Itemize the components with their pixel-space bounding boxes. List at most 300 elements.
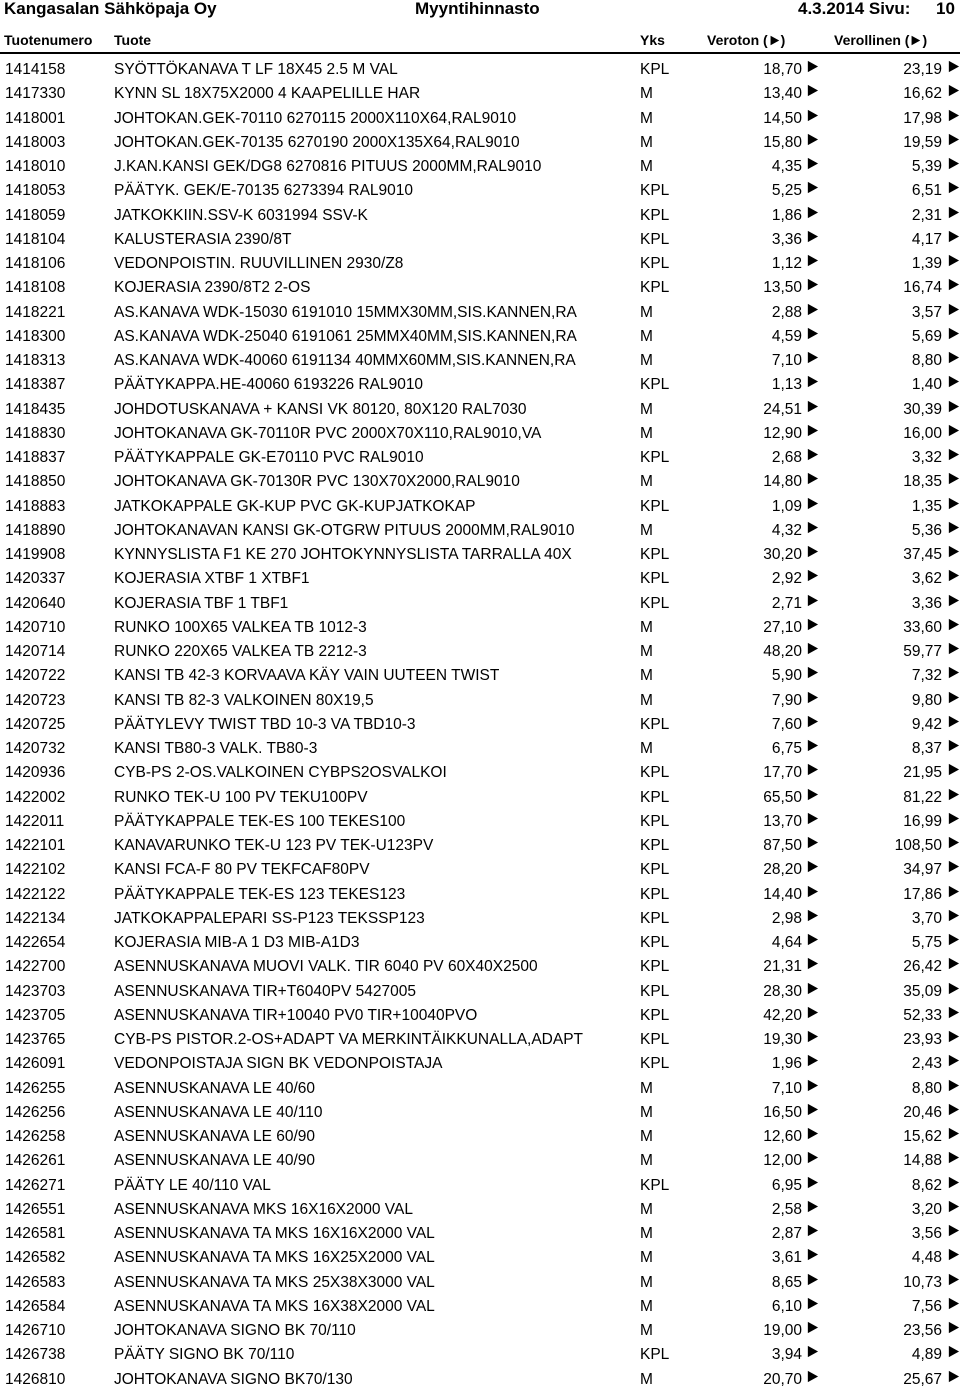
product-description-cell: ASENNUSKANAVA MUOVI VALK. TIR 6040 PV 60X40X2500 bbox=[114, 958, 538, 976]
table-row bbox=[0, 955, 960, 979]
net-price-cell: 12,90 bbox=[763, 424, 802, 442]
euro-icon bbox=[947, 230, 960, 243]
product-number-cell: 1418837 bbox=[5, 449, 66, 466]
gross-price-cell: 18,35 bbox=[903, 473, 942, 491]
table-row bbox=[0, 567, 960, 591]
euro-icon bbox=[806, 181, 819, 194]
product-description-cell: KANAVARUNKO TEK-U 123 PV TEK-U123PV bbox=[114, 837, 434, 854]
net-price-cell: 14,40 bbox=[763, 885, 802, 903]
product-number-cell: 1418435 bbox=[5, 400, 66, 418]
unit-cell: M bbox=[640, 327, 653, 345]
unit-cell: M bbox=[640, 1128, 653, 1145]
euro-icon bbox=[806, 739, 819, 752]
unit-cell: KPL bbox=[640, 764, 670, 782]
product-description-cell: JATKOKAPPALE GK-KUP PVC GK-KUPJATKOKAP bbox=[114, 497, 476, 515]
table-row bbox=[0, 1198, 960, 1222]
gross-price-cell: 1,35 bbox=[911, 497, 942, 515]
product-description-cell: ASENNUSKANAVA LE 40/110 bbox=[114, 1103, 323, 1121]
product-description-cell: CYB-PS PISTOR.2-OS+ADAPT VA MERKINTÄIKKUNALLA,ADAPT bbox=[114, 1031, 584, 1048]
unit-cell: KPL bbox=[640, 909, 670, 927]
product-description-cell: KANSI TB 82-3 VALKOINEN 80X19,5 bbox=[114, 691, 374, 709]
net-price-cell: 20,70 bbox=[763, 1370, 802, 1388]
euro-icon bbox=[806, 1176, 819, 1189]
gross-price-cell: 59,77 bbox=[903, 643, 942, 660]
net-price-cell: 2,58 bbox=[771, 1200, 802, 1218]
unit-cell: KPL bbox=[640, 1006, 670, 1024]
product-description-cell: AS.KANAVA WDK-40060 6191134 40MMX60MM,SIS.KANNEN,RA bbox=[114, 352, 576, 369]
net-price-cell: 3,36 bbox=[771, 230, 802, 248]
euro-icon bbox=[947, 1054, 960, 1067]
euro-icon bbox=[806, 569, 819, 582]
net-price-cell: 6,75 bbox=[771, 740, 802, 757]
euro-icon bbox=[806, 1151, 819, 1164]
euro-icon bbox=[806, 836, 819, 849]
table-row bbox=[0, 179, 960, 203]
gross-price-cell: 30,39 bbox=[903, 400, 942, 418]
euro-icon bbox=[947, 448, 960, 461]
product-number-cell: 1426261 bbox=[5, 1152, 66, 1170]
table-row bbox=[0, 349, 960, 373]
gross-price-cell: 2,43 bbox=[911, 1055, 942, 1073]
euro-icon bbox=[806, 521, 819, 534]
product-number-cell: 1426582 bbox=[5, 1249, 66, 1267]
product-number-cell: 1418883 bbox=[5, 497, 66, 515]
gross-price-cell: 1,39 bbox=[911, 255, 942, 272]
euro-icon bbox=[806, 254, 819, 267]
product-description-cell: PÄÄTY SIGNO BK 70/110 bbox=[114, 1346, 295, 1364]
product-description-cell: JATKOKKIIN.SSV-K 6031994 SSV-K bbox=[114, 206, 368, 224]
net-price-cell: 13,40 bbox=[763, 85, 802, 103]
euro-icon bbox=[806, 472, 819, 485]
euro-icon bbox=[806, 448, 819, 461]
table-row bbox=[0, 131, 960, 155]
euro-icon bbox=[947, 691, 960, 704]
unit-cell: KPL bbox=[640, 255, 670, 272]
table-row bbox=[0, 640, 960, 664]
product-description-cell: VEDONPOISTIN. RUUVILLINEN 2930/Z8 bbox=[114, 255, 404, 272]
table-row bbox=[0, 810, 960, 834]
product-number-cell: 1417330 bbox=[5, 85, 66, 103]
euro-icon bbox=[806, 1079, 819, 1092]
product-description-cell: RUNKO 220X65 VALKEA TB 2212-3 bbox=[114, 643, 367, 660]
unit-cell: KPL bbox=[640, 279, 670, 297]
product-number-cell: 1422654 bbox=[5, 934, 66, 951]
table-row bbox=[0, 1028, 960, 1052]
product-description-cell: JATKOKAPPALEPARI SS-P123 TEKSSP123 bbox=[114, 909, 425, 927]
gross-price-cell: 2,31 bbox=[911, 206, 942, 224]
euro-icon bbox=[947, 763, 960, 776]
product-number-cell: 1420337 bbox=[5, 570, 66, 588]
product-number-cell: 1426255 bbox=[5, 1079, 66, 1097]
product-description-cell: RUNKO TEK-U 100 PV TEKU100PV bbox=[114, 788, 368, 806]
unit-cell: KPL bbox=[640, 182, 670, 200]
product-number-cell: 1422122 bbox=[5, 885, 66, 903]
euro-icon bbox=[806, 1054, 819, 1067]
gross-price-cell: 1,40 bbox=[911, 376, 942, 394]
gross-price-cell: 5,36 bbox=[911, 521, 942, 539]
euro-icon bbox=[806, 666, 819, 679]
gross-price-cell: 19,59 bbox=[903, 133, 942, 151]
product-description-cell: SYÖTTÖKANAVA T LF 18X45 2.5 M VAL bbox=[114, 61, 398, 78]
net-price-cell: 5,25 bbox=[771, 182, 802, 200]
gross-price-cell: 16,99 bbox=[903, 812, 942, 830]
gross-price-cell: 23,93 bbox=[903, 1031, 942, 1048]
unit-cell: KPL bbox=[640, 1055, 670, 1073]
gross-price-cell: 5,75 bbox=[911, 934, 942, 951]
gross-price-cell: 20,46 bbox=[903, 1103, 942, 1121]
product-number-cell: 1422002 bbox=[5, 788, 66, 806]
net-price-cell: 1,96 bbox=[771, 1055, 802, 1073]
net-price-cell: 3,61 bbox=[771, 1249, 802, 1267]
euro-icon bbox=[806, 715, 819, 728]
unit-cell: KPL bbox=[640, 449, 670, 466]
product-description-cell: AS.KANAVA WDK-15030 6191010 15MMX30MM,SIS.KANNEN,RA bbox=[114, 303, 577, 321]
euro-icon bbox=[806, 1345, 819, 1358]
table-row bbox=[0, 155, 960, 179]
net-price-cell: 5,90 bbox=[771, 667, 802, 685]
euro-icon bbox=[947, 1224, 960, 1237]
table-row bbox=[0, 664, 960, 688]
gross-price-cell: 14,88 bbox=[903, 1152, 942, 1170]
net-price-cell: 30,20 bbox=[763, 546, 802, 563]
unit-cell: M bbox=[640, 424, 653, 442]
net-price-cell: 6,95 bbox=[771, 1176, 802, 1194]
euro-icon bbox=[806, 982, 819, 995]
table-row bbox=[0, 980, 960, 1004]
column-header-unit: Yks bbox=[640, 32, 665, 48]
net-price-cell: 2,68 bbox=[771, 449, 802, 466]
product-number-cell: 1426258 bbox=[5, 1128, 66, 1145]
product-description-cell: KANSI FCA-F 80 PV TEKFCAF80PV bbox=[114, 861, 370, 879]
gross-price-cell: 35,09 bbox=[903, 982, 942, 1000]
unit-cell: M bbox=[640, 667, 653, 685]
product-description-cell: ASENNUSKANAVA TIR+T6040PV 5427005 bbox=[114, 982, 416, 1000]
unit-cell: M bbox=[640, 352, 653, 369]
unit-cell: KPL bbox=[640, 546, 670, 563]
product-number-cell: 1418108 bbox=[5, 279, 66, 297]
page-header bbox=[0, 0, 960, 52]
euro-icon bbox=[806, 1200, 819, 1213]
product-description-cell: J.KAN.KANSI GEK/DG8 6270816 PITUUS 2000MM,RAL9010 bbox=[114, 158, 542, 175]
unit-cell: M bbox=[640, 1249, 653, 1267]
product-number-cell: 1426583 bbox=[5, 1273, 66, 1291]
euro-icon bbox=[806, 133, 819, 146]
gross-price-cell: 8,80 bbox=[911, 352, 942, 369]
product-description-cell: JOHTOKANAVA SIGNO BK 70/110 bbox=[114, 1322, 356, 1339]
table-row bbox=[0, 228, 960, 252]
net-price-cell: 13,70 bbox=[763, 812, 802, 830]
euro-icon bbox=[806, 1030, 819, 1043]
unit-cell: M bbox=[640, 740, 653, 757]
product-description-cell: JOHTOKANAVAN KANSI GK-OTGRW PITUUS 2000MM,RAL9010 bbox=[114, 521, 575, 539]
euro-icon bbox=[806, 206, 819, 219]
net-price-cell: 4,32 bbox=[771, 521, 802, 539]
product-description-cell: PÄÄTYLEVY TWIST TBD 10-3 VA TBD10-3 bbox=[114, 715, 416, 733]
gross-price-cell: 23,19 bbox=[903, 61, 942, 78]
euro-icon bbox=[806, 1297, 819, 1310]
table-row bbox=[0, 858, 960, 882]
table-row bbox=[0, 446, 960, 470]
euro-icon bbox=[947, 351, 960, 364]
gross-price-cell: 3,36 bbox=[911, 594, 942, 612]
product-description-cell: PÄÄTYKAPPA.HE-40060 6193226 RAL9010 bbox=[114, 376, 424, 394]
table-row bbox=[0, 1271, 960, 1295]
unit-cell: M bbox=[640, 473, 653, 491]
euro-icon bbox=[947, 1370, 960, 1383]
table-row bbox=[0, 1343, 960, 1367]
column-header-product-number: Tuotenumero bbox=[4, 32, 93, 48]
product-number-cell: 1418387 bbox=[5, 376, 66, 394]
gross-price-cell: 3,56 bbox=[911, 1225, 942, 1242]
euro-icon bbox=[806, 618, 819, 631]
gross-price-cell: 8,37 bbox=[911, 740, 942, 757]
product-description-cell: ASENNUSKANAVA LE 40/90 bbox=[114, 1152, 316, 1170]
gross-price-cell: 6,51 bbox=[911, 182, 942, 200]
unit-cell: M bbox=[640, 618, 653, 636]
unit-cell: KPL bbox=[640, 497, 670, 515]
table-row bbox=[0, 276, 960, 300]
unit-cell: M bbox=[640, 400, 653, 418]
product-description-cell: ASENNUSKANAVA LE 60/90 bbox=[114, 1128, 316, 1145]
table-row bbox=[0, 543, 960, 567]
euro-icon bbox=[947, 933, 960, 946]
gross-price-cell: 26,42 bbox=[903, 958, 942, 976]
euro-icon bbox=[947, 1127, 960, 1140]
euro-icon bbox=[947, 812, 960, 825]
gross-price-cell: 15,62 bbox=[903, 1128, 942, 1145]
euro-icon bbox=[806, 327, 819, 340]
euro-icon bbox=[947, 1321, 960, 1334]
euro-icon bbox=[806, 860, 819, 873]
product-number-cell: 1420725 bbox=[5, 715, 66, 733]
euro-icon bbox=[947, 545, 960, 558]
header-divider bbox=[0, 52, 960, 54]
euro-icon bbox=[806, 400, 819, 413]
unit-cell: M bbox=[640, 691, 653, 709]
table-row bbox=[0, 1174, 960, 1198]
euro-icon bbox=[947, 1176, 960, 1189]
net-price-cell: 2,87 bbox=[771, 1225, 802, 1242]
euro-icon bbox=[947, 181, 960, 194]
product-description-cell: KOJERASIA XTBF 1 XTBF1 bbox=[114, 570, 310, 588]
net-price-cell: 19,00 bbox=[763, 1322, 802, 1339]
gross-price-cell: 81,22 bbox=[903, 788, 942, 806]
unit-cell: M bbox=[640, 133, 653, 151]
product-number-cell: 1426584 bbox=[5, 1297, 66, 1315]
product-description-cell: PÄÄTYKAPPALE TEK-ES 100 TEKES100 bbox=[114, 812, 406, 830]
euro-icon bbox=[806, 1224, 819, 1237]
net-price-cell: 18,70 bbox=[763, 61, 802, 78]
product-number-cell: 1418890 bbox=[5, 521, 66, 539]
euro-icon bbox=[806, 763, 819, 776]
euro-icon bbox=[806, 812, 819, 825]
product-number-cell: 1418104 bbox=[5, 230, 66, 248]
net-price-cell: 14,50 bbox=[763, 109, 802, 127]
table-row bbox=[0, 761, 960, 785]
unit-cell: KPL bbox=[640, 788, 670, 806]
product-description-cell: ASENNUSKANAVA TA MKS 16X38X2000 VAL bbox=[114, 1297, 435, 1315]
table-row bbox=[0, 470, 960, 494]
euro-icon bbox=[947, 1151, 960, 1164]
column-header-product: Tuote bbox=[114, 32, 152, 48]
net-price-cell: 2,98 bbox=[771, 909, 802, 927]
product-number-cell: 1418059 bbox=[5, 206, 66, 224]
net-price-cell: 87,50 bbox=[763, 837, 802, 854]
unit-cell: M bbox=[640, 1322, 653, 1339]
euro-icon bbox=[806, 230, 819, 243]
table-row bbox=[0, 616, 960, 640]
unit-cell: M bbox=[640, 1152, 653, 1170]
product-number-cell: 1422700 bbox=[5, 958, 66, 976]
product-description-cell: ASENNUSKANAVA TA MKS 16X25X2000 VAL bbox=[114, 1249, 435, 1267]
euro-icon bbox=[806, 545, 819, 558]
product-number-cell: 1418003 bbox=[5, 133, 66, 151]
unit-cell: M bbox=[640, 1297, 653, 1315]
euro-icon bbox=[910, 33, 921, 44]
net-price-cell: 27,10 bbox=[763, 618, 802, 636]
product-number-cell: 1420936 bbox=[5, 764, 66, 782]
table-row bbox=[0, 1246, 960, 1270]
product-description-cell: KYNN SL 18X75X2000 4 KAAPELILLE HAR bbox=[114, 85, 421, 103]
product-description-cell: JOHTOKAN.GEK-70135 6270190 2000X135X64,RAL9010 bbox=[114, 133, 520, 151]
product-description-cell: ASENNUSKANAVA TIR+10040 PV0 TIR+10040PVO bbox=[114, 1006, 478, 1024]
euro-icon bbox=[947, 60, 960, 73]
net-price-cell: 13,50 bbox=[763, 279, 802, 297]
net-price-cell: 15,80 bbox=[763, 133, 802, 151]
product-number-cell: 1426256 bbox=[5, 1103, 66, 1121]
euro-icon bbox=[947, 109, 960, 122]
table-row bbox=[0, 1295, 960, 1319]
product-number-cell: 1422134 bbox=[5, 909, 66, 927]
gross-price-cell: 3,70 bbox=[911, 909, 942, 927]
net-price-cell: 6,10 bbox=[771, 1297, 802, 1315]
table-row bbox=[0, 1149, 960, 1173]
product-description-cell: KOJERASIA TBF 1 TBF1 bbox=[114, 594, 289, 612]
product-number-cell: 1426091 bbox=[5, 1055, 66, 1073]
euro-icon bbox=[947, 1103, 960, 1116]
table-row bbox=[0, 252, 960, 276]
unit-cell: M bbox=[640, 1273, 653, 1291]
euro-icon bbox=[947, 157, 960, 170]
euro-icon bbox=[947, 957, 960, 970]
unit-cell: M bbox=[640, 643, 653, 660]
product-number-cell: 1426810 bbox=[5, 1370, 66, 1388]
column-header-gross-price: Verollinen ( ) bbox=[834, 32, 928, 48]
net-price-cell: 3,94 bbox=[771, 1346, 802, 1364]
product-number-cell: 1426710 bbox=[5, 1322, 66, 1339]
gross-price-cell: 7,56 bbox=[911, 1297, 942, 1315]
euro-icon bbox=[806, 909, 819, 922]
euro-icon bbox=[947, 1273, 960, 1286]
euro-icon bbox=[947, 375, 960, 388]
table-row bbox=[0, 1004, 960, 1028]
euro-icon bbox=[947, 254, 960, 267]
unit-cell: KPL bbox=[640, 376, 670, 394]
product-description-cell: JOHTOKANAVA SIGNO BK70/130 bbox=[114, 1370, 353, 1388]
euro-icon bbox=[947, 278, 960, 291]
unit-cell: KPL bbox=[640, 570, 670, 588]
net-price-cell: 14,80 bbox=[763, 473, 802, 491]
product-number-cell: 1418010 bbox=[5, 158, 66, 175]
product-number-cell: 1426551 bbox=[5, 1200, 66, 1218]
euro-icon bbox=[806, 1321, 819, 1334]
euro-icon bbox=[806, 594, 819, 607]
net-price-cell: 12,60 bbox=[763, 1128, 802, 1145]
table-row bbox=[0, 1125, 960, 1149]
unit-cell: M bbox=[640, 85, 653, 103]
product-number-cell: 1418313 bbox=[5, 352, 66, 369]
gross-price-cell: 5,39 bbox=[911, 158, 942, 175]
unit-cell: M bbox=[640, 109, 653, 127]
date-page-label: 4.3.2014 Sivu: bbox=[798, 0, 911, 18]
net-price-cell: 1,13 bbox=[771, 376, 802, 394]
product-description-cell: JOHTOKANAVA GK-70110R PVC 2000X70X110,RAL9010,VA bbox=[114, 424, 542, 442]
product-description-cell: JOHDOTUSKANAVA + KANSI VK 80120, 80X120 RAL7030 bbox=[114, 400, 527, 418]
product-description-cell: PÄÄTY LE 40/110 VAL bbox=[114, 1176, 271, 1194]
euro-icon bbox=[947, 1006, 960, 1019]
euro-icon bbox=[947, 1030, 960, 1043]
net-price-cell: 7,10 bbox=[771, 1079, 802, 1097]
unit-cell: KPL bbox=[640, 812, 670, 830]
product-number-cell: 1426271 bbox=[5, 1176, 66, 1194]
net-price-cell: 1,09 bbox=[771, 497, 802, 515]
euro-icon bbox=[947, 885, 960, 898]
table-row bbox=[0, 834, 960, 858]
product-number-cell: 1420723 bbox=[5, 691, 66, 709]
product-number-cell: 1422102 bbox=[5, 861, 66, 879]
product-description-cell: KYNNYSLISTA F1 KE 270 JOHTOKYNNYSLISTA TARRALLA 40X bbox=[114, 546, 572, 563]
euro-icon bbox=[947, 860, 960, 873]
product-number-cell: 1420714 bbox=[5, 643, 66, 660]
product-number-cell: 1414158 bbox=[5, 61, 66, 78]
gross-price-cell: 34,97 bbox=[903, 861, 942, 879]
table-row bbox=[0, 204, 960, 228]
euro-icon bbox=[947, 642, 960, 655]
euro-icon bbox=[947, 424, 960, 437]
product-description-cell: PÄÄTYK. GEK/E-70135 6273394 RAL9010 bbox=[114, 182, 414, 200]
euro-icon bbox=[947, 739, 960, 752]
unit-cell: KPL bbox=[640, 206, 670, 224]
euro-icon bbox=[947, 1079, 960, 1092]
euro-icon bbox=[806, 109, 819, 122]
price-list-table bbox=[0, 58, 960, 1392]
euro-icon bbox=[947, 788, 960, 801]
net-price-cell: 12,00 bbox=[763, 1152, 802, 1170]
euro-icon bbox=[806, 60, 819, 73]
euro-icon bbox=[947, 594, 960, 607]
table-row bbox=[0, 689, 960, 713]
gross-price-cell: 21,95 bbox=[903, 764, 942, 782]
product-number-cell: 1420722 bbox=[5, 667, 66, 685]
table-row bbox=[0, 373, 960, 397]
table-row bbox=[0, 786, 960, 810]
table-row bbox=[0, 737, 960, 761]
net-price-cell: 8,65 bbox=[771, 1273, 802, 1291]
table-row bbox=[0, 1319, 960, 1343]
gross-price-cell: 16,62 bbox=[903, 85, 942, 103]
product-number-cell: 1422011 bbox=[5, 812, 65, 830]
table-row bbox=[0, 1222, 960, 1246]
euro-icon bbox=[806, 933, 819, 946]
net-price-cell: 4,64 bbox=[771, 934, 802, 951]
net-price-cell: 28,30 bbox=[763, 982, 802, 1000]
product-description-cell: JOHTOKAN.GEK-70110 6270115 2000X110X64,RAL9010 bbox=[114, 109, 517, 127]
euro-icon bbox=[806, 278, 819, 291]
euro-icon bbox=[947, 618, 960, 631]
euro-icon bbox=[947, 400, 960, 413]
product-number-cell: 1423703 bbox=[5, 982, 66, 1000]
euro-icon bbox=[806, 1103, 819, 1116]
